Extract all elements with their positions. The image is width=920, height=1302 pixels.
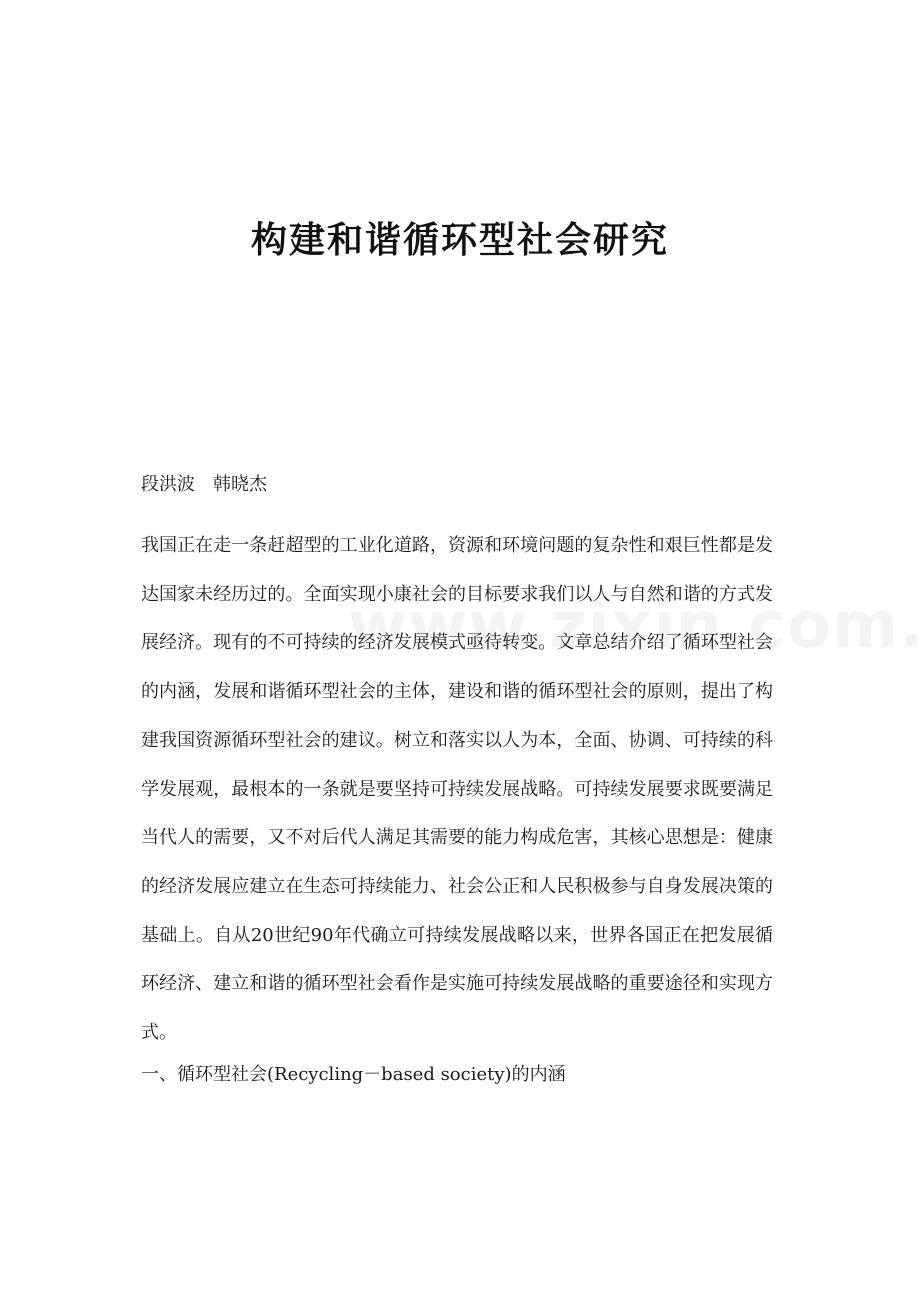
- document-title: 构建和谐循环型社会研究: [250, 219, 669, 261]
- abstract-paragraph: 我国正在走一条赶超型的工业化道路，资源和环境问题的复杂性和艰巨性都是发达国家未经历过的。全面实现小康社会的目标要求我们以人与自然和谐的方式发展经济。现有的不可持续的经济发展模式亟待转变。文章总结介绍了循环型社会的内涵，发展和谐循环型社会的主体，建设和谐的循环型社会的原则，提出了构建我国资源循环型社会的建议。树立和落实以人为本，全面、协调、可持续的科学发展观，最根本的一条就是要坚持可持续发展战略。可持续发展要求既要满足当代人的需要，又不对后代人满足其需要的能力构成危害，其核心思想是：健康的经济发展应建立在生态可持续能力、社会公正和人民积极参与自身发展决策的基础上。自从20世纪90年代确立可持续发展战略以来，世界各国正在把发展循环经济、建立和谐的循环型社会看作是实施可持续发展战略的重要途径和实现方式。: [141, 535, 773, 1044]
- author-line: 段洪波 韩晓杰: [141, 474, 267, 495]
- section-heading: 一、循环型社会(Recycling－based society)的内涵: [141, 1064, 566, 1085]
